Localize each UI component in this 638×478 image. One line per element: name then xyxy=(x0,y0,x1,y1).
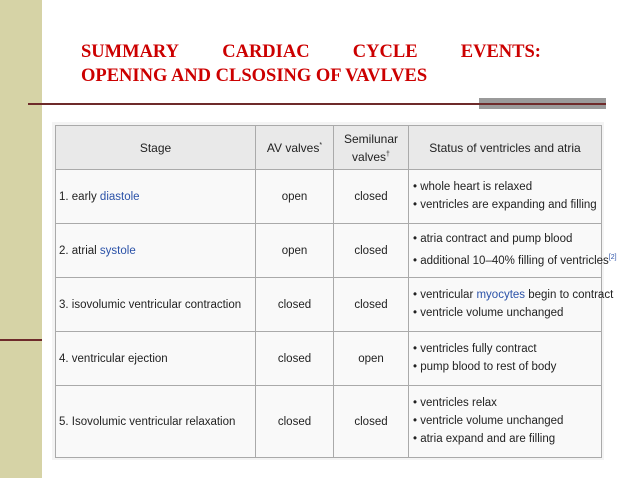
title-line-1 xyxy=(81,40,541,64)
status-bullet xyxy=(413,288,614,303)
stage-text: 4. ventricular ejection xyxy=(59,352,168,365)
status-text: • ventricles relax xyxy=(413,397,497,409)
av-valves-cell: closed xyxy=(256,332,334,386)
title-word: CARDIAC xyxy=(222,42,310,62)
status-text: • ventricular xyxy=(413,289,477,301)
slide-title xyxy=(81,40,541,88)
status-bullet xyxy=(413,180,597,195)
status-cell xyxy=(409,278,614,332)
stage-cell xyxy=(56,386,256,458)
av-valves-cell: open xyxy=(256,170,334,224)
status-bullet xyxy=(413,432,597,447)
stage-text: 3. isovolumic ventricular contraction xyxy=(59,298,242,311)
status-text: • ventricles fully contract xyxy=(413,343,537,355)
semilunar-valves-cell: open xyxy=(334,332,409,386)
status-bullet xyxy=(413,342,597,357)
cardiac-cycle-table xyxy=(55,125,617,458)
header-av-footnote: * xyxy=(319,141,323,149)
status-bullet xyxy=(413,232,597,247)
status-cell xyxy=(409,386,602,458)
stage-cell xyxy=(56,170,256,224)
header-av-valves xyxy=(256,126,334,170)
status-text: • ventricle volume unchanged xyxy=(413,307,564,319)
header-semilunar-valves xyxy=(334,126,409,170)
table-row xyxy=(56,332,602,386)
header-av-label: AV valves xyxy=(266,140,320,155)
av-valves-cell: closed xyxy=(256,278,334,332)
stage-cell xyxy=(56,278,256,332)
status-text: • pump blood to rest of body xyxy=(413,361,557,373)
left-decorative-band xyxy=(0,0,42,478)
semilunar-valves-cell: closed xyxy=(334,278,409,332)
status-cell xyxy=(409,170,602,224)
table-row xyxy=(56,170,602,224)
table-row xyxy=(56,278,602,332)
header-semilunar-footnote: † xyxy=(386,150,390,158)
status-text: • atria expand and are filling xyxy=(413,433,556,445)
stage-link[interactable]: diastole xyxy=(99,190,140,203)
stage-cell xyxy=(56,224,256,278)
stage-link[interactable]: systole xyxy=(99,244,136,257)
title-word: CYCLE xyxy=(352,42,418,62)
table-row xyxy=(56,224,602,278)
status-cell xyxy=(409,332,602,386)
status-text-tail: begin to contract xyxy=(525,289,614,301)
header-semilunar-line1: Semilunar xyxy=(343,131,399,146)
title-word: EVENTS: xyxy=(460,42,541,62)
header-semilunar-label: valves xyxy=(352,149,387,164)
semilunar-valves-cell: closed xyxy=(334,386,409,458)
divider-accent-line xyxy=(479,103,606,105)
stage-cell xyxy=(56,332,256,386)
status-bullet xyxy=(413,360,597,375)
table-row xyxy=(56,386,602,458)
citation-link[interactable]: [2] xyxy=(608,254,617,262)
status-text: • ventricles are expanding and filling xyxy=(413,199,597,211)
semilunar-valves-cell: closed xyxy=(334,224,409,278)
title-line-2: OPENING AND CLSOSING OF VAVLVES xyxy=(81,66,428,86)
stage-text: 1. early xyxy=(59,190,100,203)
left-band-marker xyxy=(0,339,42,341)
status-cell xyxy=(409,224,617,278)
stage-text: 2. atrial xyxy=(59,244,100,257)
av-valves-cell: closed xyxy=(256,386,334,458)
stage-text: 5. Isovolumic ventricular relaxation xyxy=(59,415,236,428)
av-valves-cell: open xyxy=(256,224,334,278)
status-bullet xyxy=(413,306,597,321)
semilunar-valves-cell: closed xyxy=(334,170,409,224)
table-frame xyxy=(52,122,617,460)
title-word: SUMMARY xyxy=(81,42,180,62)
status-bullet xyxy=(413,396,597,411)
status-link[interactable]: myocytes xyxy=(476,289,526,301)
status-bullet xyxy=(413,250,617,269)
header-stage: Stage xyxy=(56,126,256,170)
header-semilunar-line2 xyxy=(334,147,408,165)
status-bullet xyxy=(413,198,597,213)
status-bullet xyxy=(413,414,597,429)
table-header-row xyxy=(56,126,602,170)
status-text: • whole heart is relaxed xyxy=(413,181,533,193)
status-text: • atria contract and pump blood xyxy=(413,233,573,246)
status-text: • additional 10–40% filling of ventricles xyxy=(413,254,609,267)
status-text: • ventricle volume unchanged xyxy=(413,415,564,427)
header-status: Status of ventricles and atria xyxy=(409,126,602,170)
